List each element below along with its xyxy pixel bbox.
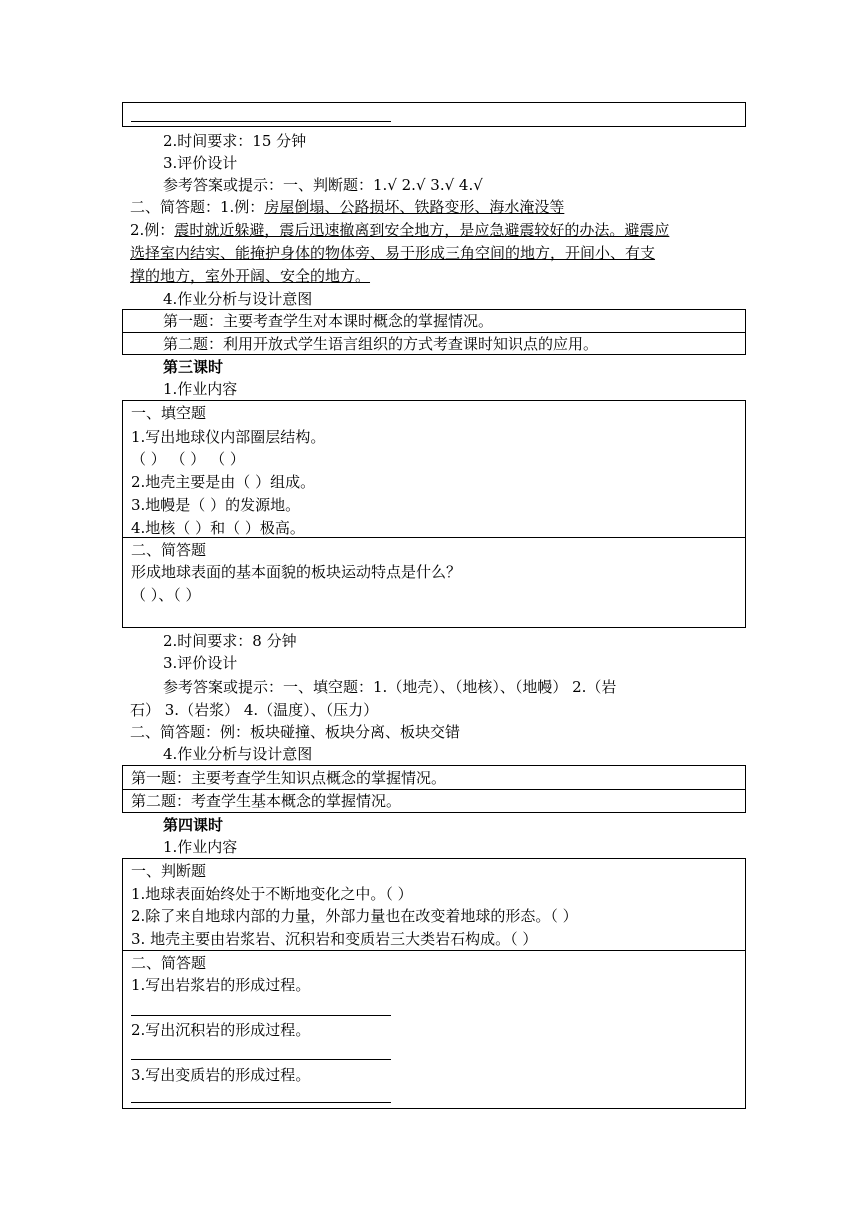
evaluation-design-heading: 3.评价设计 (163, 654, 238, 672)
table-divider (123, 537, 745, 538)
answer-blanks: （ ）、（ ） (131, 586, 201, 604)
short-answer-prefix: 2.例： (130, 221, 175, 239)
answer-blank-line (131, 1059, 391, 1060)
evaluation-design-heading: 3.评价设计 (163, 154, 238, 172)
lesson-title: 第四课时 (163, 816, 224, 834)
short-answer-reference-2 (130, 219, 669, 241)
question-type-heading: 一、填空题 (131, 404, 207, 422)
question: 4.地核（ ）和（ ）极高。 (131, 519, 305, 537)
time-requirement: 2.时间要求：15 分钟 (163, 132, 307, 150)
short-answer-reference-1 (130, 196, 564, 218)
question: 3. 地壳主要由岩浆岩、沉积岩和变质岩三大类岩石构成。（ ） (131, 930, 538, 948)
question-type-heading: 二、简答题 (131, 954, 207, 972)
question: 2.除了来自地球内部的力量，外部力量也在改变着地球的形态。（ ） (131, 907, 578, 925)
question: 3.写出变质岩的形成过程。 (131, 1066, 311, 1084)
question: 3.地幔是（ ）的发源地。 (131, 496, 301, 514)
analysis-item: 第一题：主要考查学生对本课时概念的掌握情况。 (163, 312, 494, 330)
question: 2.写出沉积岩的形成过程。 (131, 1021, 311, 1039)
short-answer-text: 震时就近躲避，震后迅速撤离到安全地方，是应急避震较好的办法。避震应 (174, 221, 670, 239)
content-heading: 1.作业内容 (163, 380, 238, 398)
short-answer-text: 撑的地方，室外开阔、安全的地方。 (130, 267, 371, 285)
answer-blank-line (131, 1102, 391, 1103)
content-heading: 1.作业内容 (163, 838, 238, 856)
homework-box (122, 400, 746, 628)
reference-answer: 二、简答题：例：板块碰撞、板块分离、板块交错 (130, 723, 461, 741)
reference-answer: 参考答案或提示：一、判断题：1.√ 2.√ 3.√ 4.√ (163, 176, 483, 194)
question: 2.地壳主要是由（ ）组成。 (131, 473, 316, 491)
analysis-heading: 4.作业分析与设计意图 (163, 745, 313, 763)
analysis-box (122, 309, 746, 355)
reference-answer: 参考答案或提示：一、填空题：1.（地壳）、（地核）、（地幔） 2.（岩 (163, 678, 617, 696)
short-answer-text: 选择室内结实、能掩护身体的物体旁、易于形成三角空间的地方，开间小、有支 (130, 244, 656, 262)
table-divider (123, 950, 745, 951)
answer-blank-line (131, 121, 391, 122)
analysis-item: 第一题：主要考查学生知识点概念的掌握情况。 (131, 769, 447, 787)
analysis-box (122, 765, 746, 813)
homework-box (122, 858, 746, 1109)
analysis-item: 第二题：考查学生基本概念的掌握情况。 (131, 792, 402, 810)
short-answer-prefix: 二、简答题：1.例： (130, 198, 265, 216)
time-requirement: 2.时间要求：8 分钟 (163, 632, 297, 650)
analysis-heading: 4.作业分析与设计意图 (163, 290, 313, 308)
answer-blanks: （ ） （ ） （ ） (131, 450, 245, 468)
question: 1.地球表面始终处于不断地变化之中。（ ） (131, 885, 413, 903)
question: 形成地球表面的基本面貌的板块运动特点是什么？ (131, 563, 462, 581)
answer-box-top (122, 102, 746, 127)
question-type-heading: 二、简答题 (131, 541, 207, 559)
short-answer-text: 房屋倒塌、公路损坏、铁路变形、海水淹没等 (264, 198, 565, 216)
question-type-heading: 一、判断题 (131, 862, 207, 880)
question: 1.写出岩浆岩的形成过程。 (131, 976, 311, 994)
answer-blank-line (131, 1015, 391, 1016)
analysis-item: 第二题：利用开放式学生语言组织的方式考查课时知识点的应用。 (163, 335, 599, 353)
question: 1.写出地球仪内部圈层结构。 (131, 428, 326, 446)
lesson-title: 第三课时 (163, 358, 224, 376)
reference-answer: 石） 3.（岩浆） 4.（温度）、（压力） (130, 701, 379, 719)
